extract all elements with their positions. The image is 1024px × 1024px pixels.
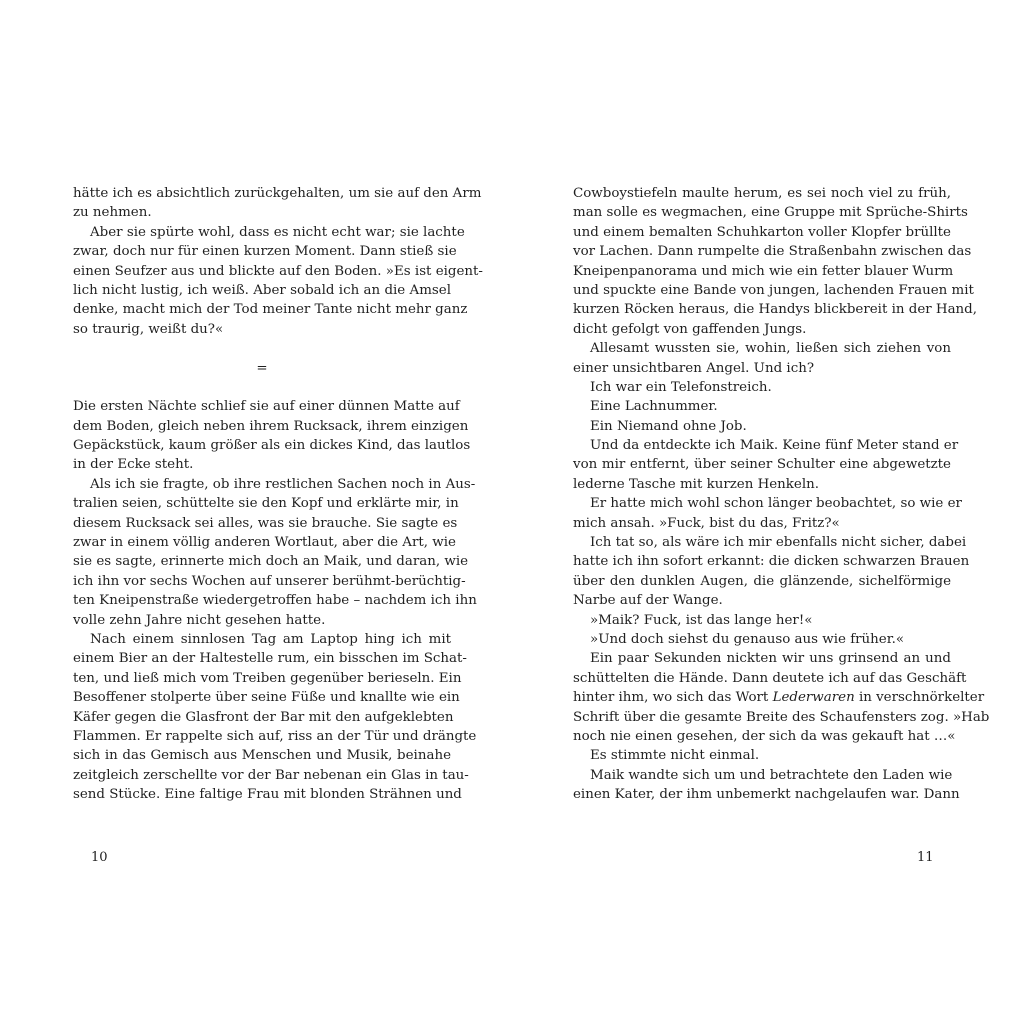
text-line: Er hatte mich wohl schon länger beobachtet, so wie er <box>590 496 962 512</box>
text-line: Flammen. Er rappelte sich auf, riss an der Tür und drängte <box>73 728 477 744</box>
text-line: in der Ecke steht. <box>73 457 194 473</box>
text-line: Allesamt wussten sie, wohin, ließen sich ziehen von <box>590 341 951 357</box>
text-line: schüttelten die Hände. Dann deutete ich auf das Geschäft <box>573 670 967 686</box>
text-line: und spuckte eine Bande von jungen, lachenden Frauen mit <box>573 282 974 298</box>
left-page-number: 10 <box>91 850 108 865</box>
text-line: man solle es wegmachen, eine Gruppe mit Sprüche-Shirts <box>573 205 968 221</box>
text-line: von mir entfernt, über seiner Schulter eine abgewetzte <box>573 457 951 473</box>
text-line: Besoffener stolperte über seine Füße und knallte wie ein <box>73 690 460 706</box>
text-line: ten Kneipenstraße wiedergetroffen habe – nachdem ich ihn <box>73 593 477 609</box>
text-line: send Stücke. Eine faltige Frau mit blonden Strähnen und <box>73 787 462 803</box>
text-line: Gepäckstück, kaum größer als ein dickes Kind, das lautlos <box>73 438 471 454</box>
text-line: vor Lachen. Dann rumpelte die Straßenbahn zwischen das <box>573 244 972 260</box>
text-line: noch nie einen gesehen, der sich da was gekauft hat …« <box>573 728 956 744</box>
text-line: Als ich sie fragte, ob ihre restlichen Sachen noch in Aus- <box>90 476 476 492</box>
text-line: einen Kater, der ihm unbemerkt nachgelaufen war. Dann <box>573 787 960 803</box>
text-line: Ein paar Sekunden nickten wir uns grinsend an und <box>590 651 951 667</box>
text-line: mich ansah. »Fuck, bist du das, Fritz?« <box>573 515 840 531</box>
text-line: so traurig, weißt du?« <box>73 321 224 337</box>
text-line: kurzen Röcken heraus, die Handys blickbereit in der Hand, <box>573 302 978 318</box>
text-line: Maik wandte sich um und betrachtete den Laden wie <box>590 767 953 783</box>
text-line: zwar in einem völlig anderen Wortlaut, aber die Art, wie <box>73 535 456 551</box>
text-line: Ich war ein Telefonstreich. <box>590 379 772 395</box>
text-line: einer unsichtbaren Angel. Und ich? <box>573 360 814 376</box>
text-line: Eine Lachnummer. <box>590 399 718 415</box>
text-line: Narbe auf der Wange. <box>573 593 723 609</box>
text-line: lederne Tasche mit kurzen Henkeln. <box>573 476 820 492</box>
text-line: und einem bemalten Schuhkarton voller Klopfer brüllte <box>573 224 951 240</box>
text-line: »Maik? Fuck, ist das lange her!« <box>590 612 813 628</box>
emphasized-word: Lederwaren <box>772 690 855 706</box>
text-line: Cowboystiefeln maulte herum, es sei noch viel zu früh, <box>573 186 951 201</box>
text-line: Und da entdeckte ich Maik. Keine fünf Meter stand er <box>590 438 959 454</box>
text-line: zwar, doch nur für einen kurzen Moment. Dann stieß sie <box>73 244 457 260</box>
text-line: ich ihn vor sechs Wochen auf unserer berühmt-berüchtig- <box>73 573 466 589</box>
text-line: sich in das Gemisch aus Menschen und Musik, beinahe <box>73 748 451 764</box>
text-line: Aber sie spürte wohl, dass es nicht echt war; sie lachte <box>90 224 465 240</box>
text-line: Kneipenpanorama und mich wie ein fetter blauer Wurm <box>573 263 954 279</box>
text-line: volle zehn Jahre nicht gesehen hatte. <box>73 612 326 628</box>
blank-line <box>73 378 451 397</box>
text-line: ten, und ließ mich vom Treiben gegenüber berieseln. Ein <box>73 670 462 686</box>
section-separator: = <box>256 360 268 376</box>
text-line: dem Boden, gleich neben ihrem Rucksack, ihrem einzigen <box>73 418 469 434</box>
text-line: dicht gefolgt von gaffenden Jungs. <box>573 321 807 337</box>
text-line: diesem Rucksack sei alles, was sie brauche. Sie sagte es <box>73 515 458 531</box>
text-line: zu nehmen. <box>73 205 152 221</box>
text-line: zeitgleich zerschellte vor der Bar nebenan ein Glas in tau- <box>73 767 469 783</box>
text-line: Ein Niemand ohne Job. <box>590 418 747 434</box>
text-line: einen Seufzer aus und blickte auf den Boden. »Es ist eigent- <box>73 263 483 279</box>
right-page-text <box>573 184 990 805</box>
text-line: Käfer gegen die Glasfront der Bar mit den aufgeklebten <box>73 709 454 725</box>
text-line: Ich tat so, als wäre ich mir ebenfalls nicht sicher, dabei <box>590 535 967 551</box>
text-line: lich nicht lustig, ich weiß. Aber sobald ich an die Amsel <box>73 282 451 298</box>
text-line: Nach einem sinnlosen Tag am Laptop hing ich mit <box>90 631 451 647</box>
text-line: sie es sagte, erinnerte mich doch an Maik, und daran, wie <box>73 554 469 570</box>
text-line: hinter ihm, wo sich das Wort Lederwaren in verschnörkelter <box>573 690 985 706</box>
text-line: einem Bier an der Haltestelle rum, ein bisschen im Schat- <box>73 651 467 667</box>
text-line: Schrift über die gesamte Breite des Schaufensters zog. »Hab <box>573 709 990 725</box>
right-page-number: 11 <box>917 850 934 865</box>
text-line: Es stimmte nicht einmal. <box>590 748 760 764</box>
text-line: hatte ich ihn sofort erkannt: die dicken schwarzen Brauen <box>573 554 970 570</box>
text-line: hätte ich es absichtlich zurückgehalten, um sie auf den Arm <box>73 186 482 201</box>
text-line: »Und doch siehst du genauso aus wie früher.« <box>590 631 905 647</box>
text-line: tralien seien, schüttelte sie den Kopf und erklärte mir, in <box>73 496 459 512</box>
blank-line <box>73 339 451 358</box>
text-line: über den dunklen Augen, die glänzende, sichelförmige <box>573 573 951 589</box>
text-line: Die ersten Nächte schlief sie auf einer dünnen Matte auf <box>73 399 460 415</box>
text-line: denke, macht mich der Tod meiner Tante nicht mehr ganz <box>73 302 468 318</box>
left-page-text <box>73 184 483 805</box>
